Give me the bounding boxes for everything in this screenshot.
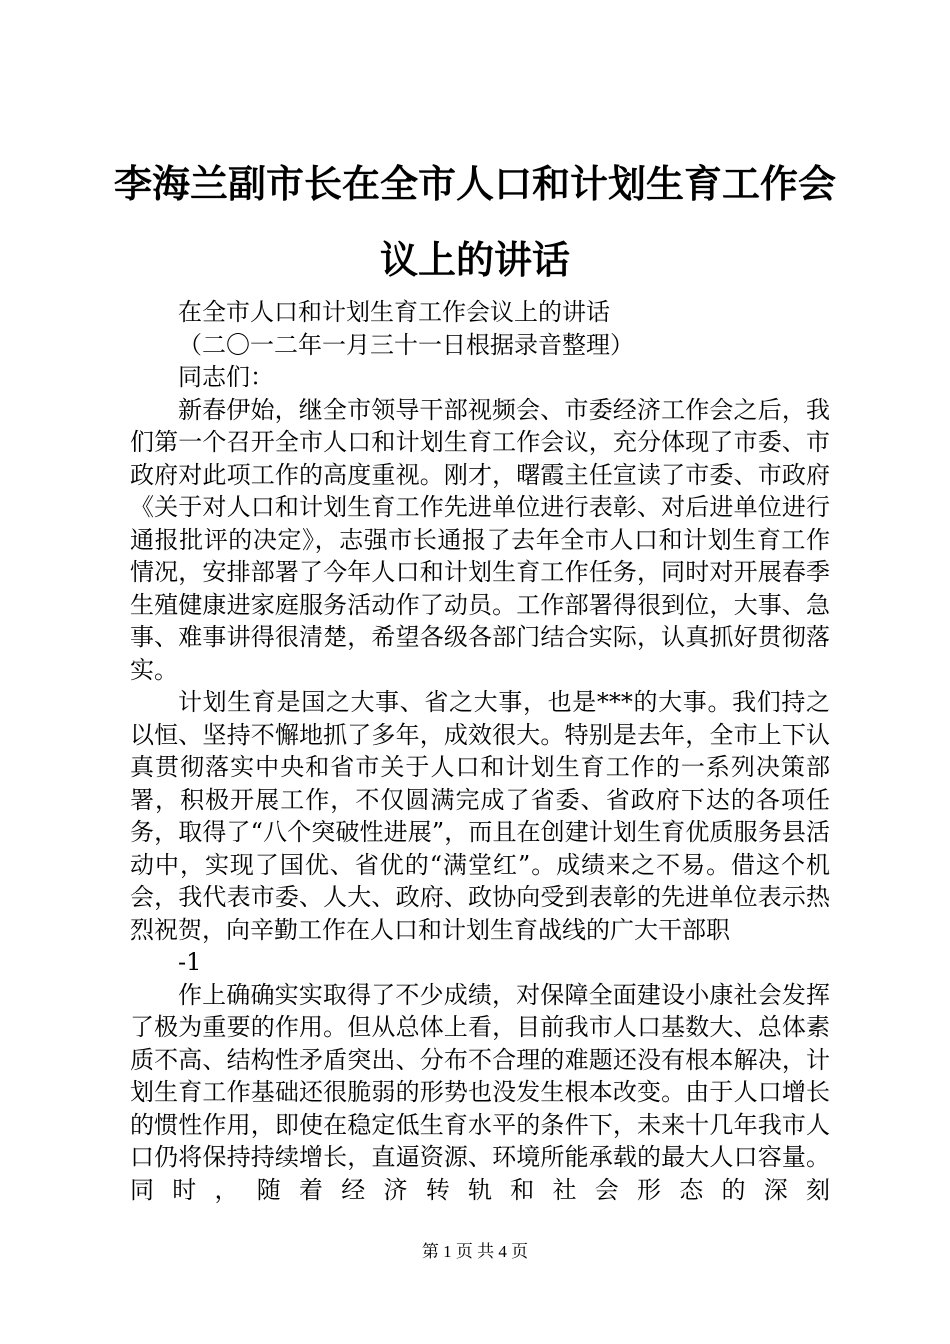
document-title: 李海兰副市长在全市人口和计划生育工作会议上的讲话 <box>113 162 836 282</box>
body-paragraph-1: 新春伊始，继全市领导干部视频会、市委经济工作会之后，我们第一个召开全市人口和计划生育工作会议，充分体现了市委、市政府对此项工作的高度重视。刚才，曙霞主任宣读了市委、市政府《关于对人口和计划生育工作先进单位进行表彰、对后进单位进行通报批评的决定》，志强市长通报了去年全市人口和计划生育工作情况，安排部署了今年人口和计划生育工作任务，同时对开展春季生殖健康进家庭服务活动作了动员。工作部署得很到位，大事、急事、难事讲得很清楚，希望各级各部门结合实际，认真抓好贯彻落实。 <box>130 395 830 684</box>
speech-subtitle: 在全市人口和计划生育工作会议上的讲话 <box>178 298 610 326</box>
page-footer: 第 1 页 共 4 页 <box>421 1242 529 1261</box>
salutation: 同志们： <box>178 363 274 391</box>
page-marker: -1 <box>178 948 202 976</box>
speech-date-note: （二〇一二年一月三十一日根据录音整理） <box>178 330 634 359</box>
body-paragraph-2: 计划生育是国之大事、省之大事，也是***的大事。我们持之以恒、坚持不懈地抓了多年，成效很大。特别是去年，全市上下认真贯彻落实中央和省市关于人口和计划生育工作的一系列决策部署，积极开展工作，不仅圆满完成了省委、省政府下达的各项任务，取得了“八个突破性进展”，而且在创建计划生育优质服务县活动中，实现了国优、省优的“满堂红”。成绩来之不易。借这个机会，我代表市委、人大、政府、政协向受到表彰的先进单位表示热烈祝贺，向辛勤工作在人口和计划生育战线的广大干部职 <box>130 688 830 944</box>
body-paragraph-3: 作上确确实实取得了不少成绩，对保障全面建设小康社会发挥了极为重要的作用。但从总体上看，目前我市人口基数大、总体素质不高、结构性矛盾突出、分布不合理的难题还没有根本解决，计划生育工作基础还很脆弱的形势也没发生根本改变。由于人口增长的惯性作用，即使在稳定低生育水平的条件下，未来十几年我市人口仍将保持持续增长，直逼资源、环境所能承载的最大人口容量。同时，随着经济转轨和社会形态的深刻 <box>130 980 830 1204</box>
document-body <box>130 296 830 1206</box>
